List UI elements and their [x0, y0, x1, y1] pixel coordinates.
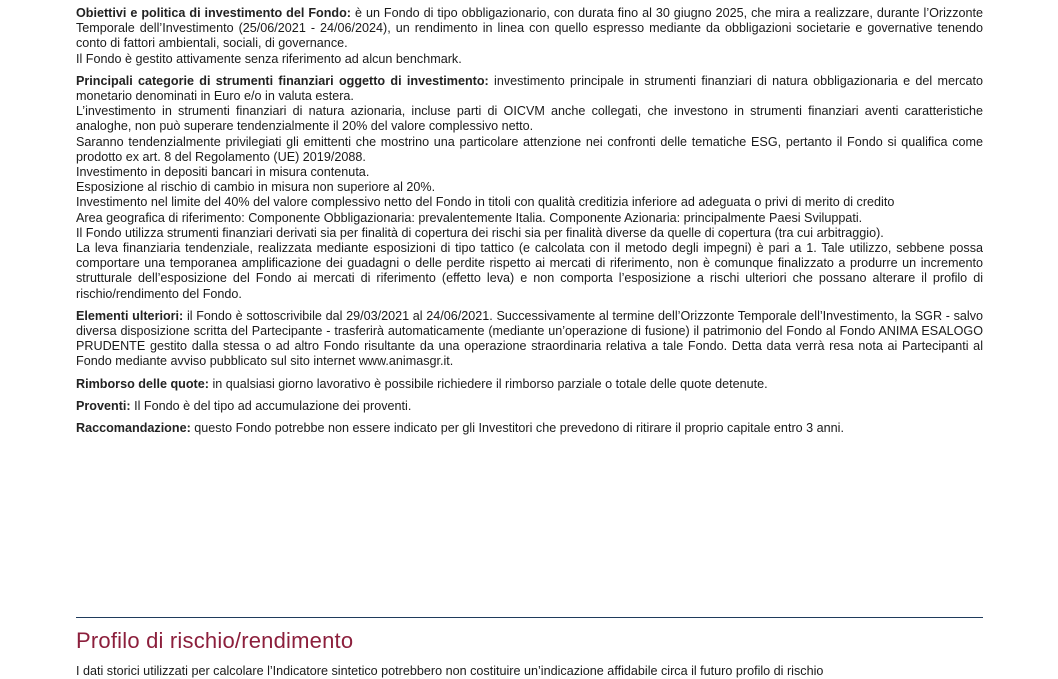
categories-line: Investimento nel limite del 40% del valore complessivo netto del Fondo in titoli con qualità creditizia inferiore ad adeguata o privi di merito di credito — [76, 195, 895, 210]
redemption-paragraph — [76, 377, 983, 392]
recommendation-label: Raccomandazione: — [76, 421, 191, 436]
categories-line: Investimento in depositi bancari in misura contenuta. — [76, 165, 370, 180]
recommendation-text: questo Fondo potrebbe non essere indicato per gli Investitori che prevedono di ritirare il proprio capitale entro 3 anni. — [190, 421, 844, 436]
section-divider — [76, 617, 983, 618]
further-elements-label: Elementi ulteriori: — [76, 308, 184, 323]
categories-line: La leva finanziaria tendenziale, realizzata mediante esposizioni di tipo tattico (e calcolata con il metodo degli impegni) è pari a 1. Tale utilizzo, sebbene possa comportare una temporanea amplificazione dei guadagni o delle perdite rispetto ai mercati di riferimento, non è comunque finalizzato a produrre un incremento strutturale dell’esposizione del Fondo ai mercati di riferimento (effetto leva) e non comporta l’esposizione a rischi ulteriori che possano alterare il profilo di rischio/rendimento del Fondo. — [76, 241, 983, 301]
kiid-document-body — [76, 6, 983, 443]
categories-line: L’investimento in strumenti finanziari di natura azionaria, incluse parti di OICVM anche collegati, che investono in strumenti finanziari aventi caratteristiche analoghe, non può superare tendenzialmente il 20% del valore complessivo netto. — [76, 104, 983, 134]
income-label: Proventi: — [76, 398, 131, 413]
categories-paragraph — [76, 74, 983, 302]
categories-line: Il Fondo utilizza strumenti finanziari derivati sia per finalità di copertura dei rischi sia per finalità diverse da quelle di copertura (tra cui arbitraggio). — [76, 225, 884, 240]
further-elements-text: il Fondo è sottoscrivibile dal 29/03/2021 al 24/06/2021. Successivamente al termine dell’Orizzonte Temporale dell’Investimento, la SGR - salvo diversa disposizione scritta del Partecipante - trasferirà automaticamente (mediante un’operazione di fusione) il patrimonio del Fondo al Fondo ANIMA ESALOGO PRUDENTE gestito dalla stessa o ad altro Fondo risultante da una operazione straordinaria relativa a tale Fondo. Detta data verrà resa nota ai Partecipanti al Fondo mediante avviso pubblicato sul sito internet www.animasgr.it. — [76, 308, 983, 369]
recommendation-paragraph — [76, 421, 983, 436]
redemption-text: in qualsiasi giorno lavorativo è possibile richiedere il rimborso parziale o totale delle quote detenute. — [208, 376, 768, 391]
section-title: Profilo di rischio/rendimento — [76, 628, 354, 653]
income-paragraph — [76, 399, 983, 414]
further-elements-paragraph — [76, 309, 983, 370]
categories-text: investimento principale in strumenti finanziari di natura obbligazionaria e del mercato monetario denominati in Euro e/o in valuta estera. — [76, 73, 983, 104]
section-intro-text: I dati storici utilizzati per calcolare l’Indicatore sintetico potrebbero non costituire un’indicazione affidabile circa il futuro profilo di rischio — [76, 664, 824, 678]
redemption-label: Rimborso delle quote: — [76, 376, 209, 391]
income-text: Il Fondo è del tipo ad accumulazione dei proventi. — [130, 398, 412, 413]
categories-line: Saranno tendenzialmente privilegiati gli emittenti che mostrino una particolare attenzione nei confronti delle tematiche ESG, pertanto il Fondo si qualifica come prodotto ex art. 8 del Regolamento (UE) 2019/2088. — [76, 134, 983, 164]
categories-line: Esposizione al rischio di cambio in misura non superiore al 20%. — [76, 180, 436, 195]
objectives-label: Obiettivi e politica di investimento del Fondo: — [76, 6, 352, 20]
objectives-paragraph — [76, 6, 983, 67]
categories-line: Area geografica di riferimento: Componente Obbligazionaria: prevalentemente Italia. Componente Azionaria: principalmente Paesi Sviluppati. — [76, 210, 863, 225]
objectives-text: è un Fondo di tipo obbligazionario, con durata fino al 30 giugno 2025, che mira a realizzare, durante l’Orizzonte Temporale dell’Investimento (25/06/2021 - 24/06/2024), un rendimento in linea con quello espresso mediante da obbligazioni societarie e governative tenendo conto di fattori ambientali, sociali, di governance. — [76, 6, 984, 51]
categories-label: Principali categorie di strumenti finanziari oggetto di investimento: — [76, 73, 489, 88]
objectives-benchmark-line: Il Fondo è gestito attivamente senza riferimento ad alcun benchmark. — [76, 51, 462, 66]
